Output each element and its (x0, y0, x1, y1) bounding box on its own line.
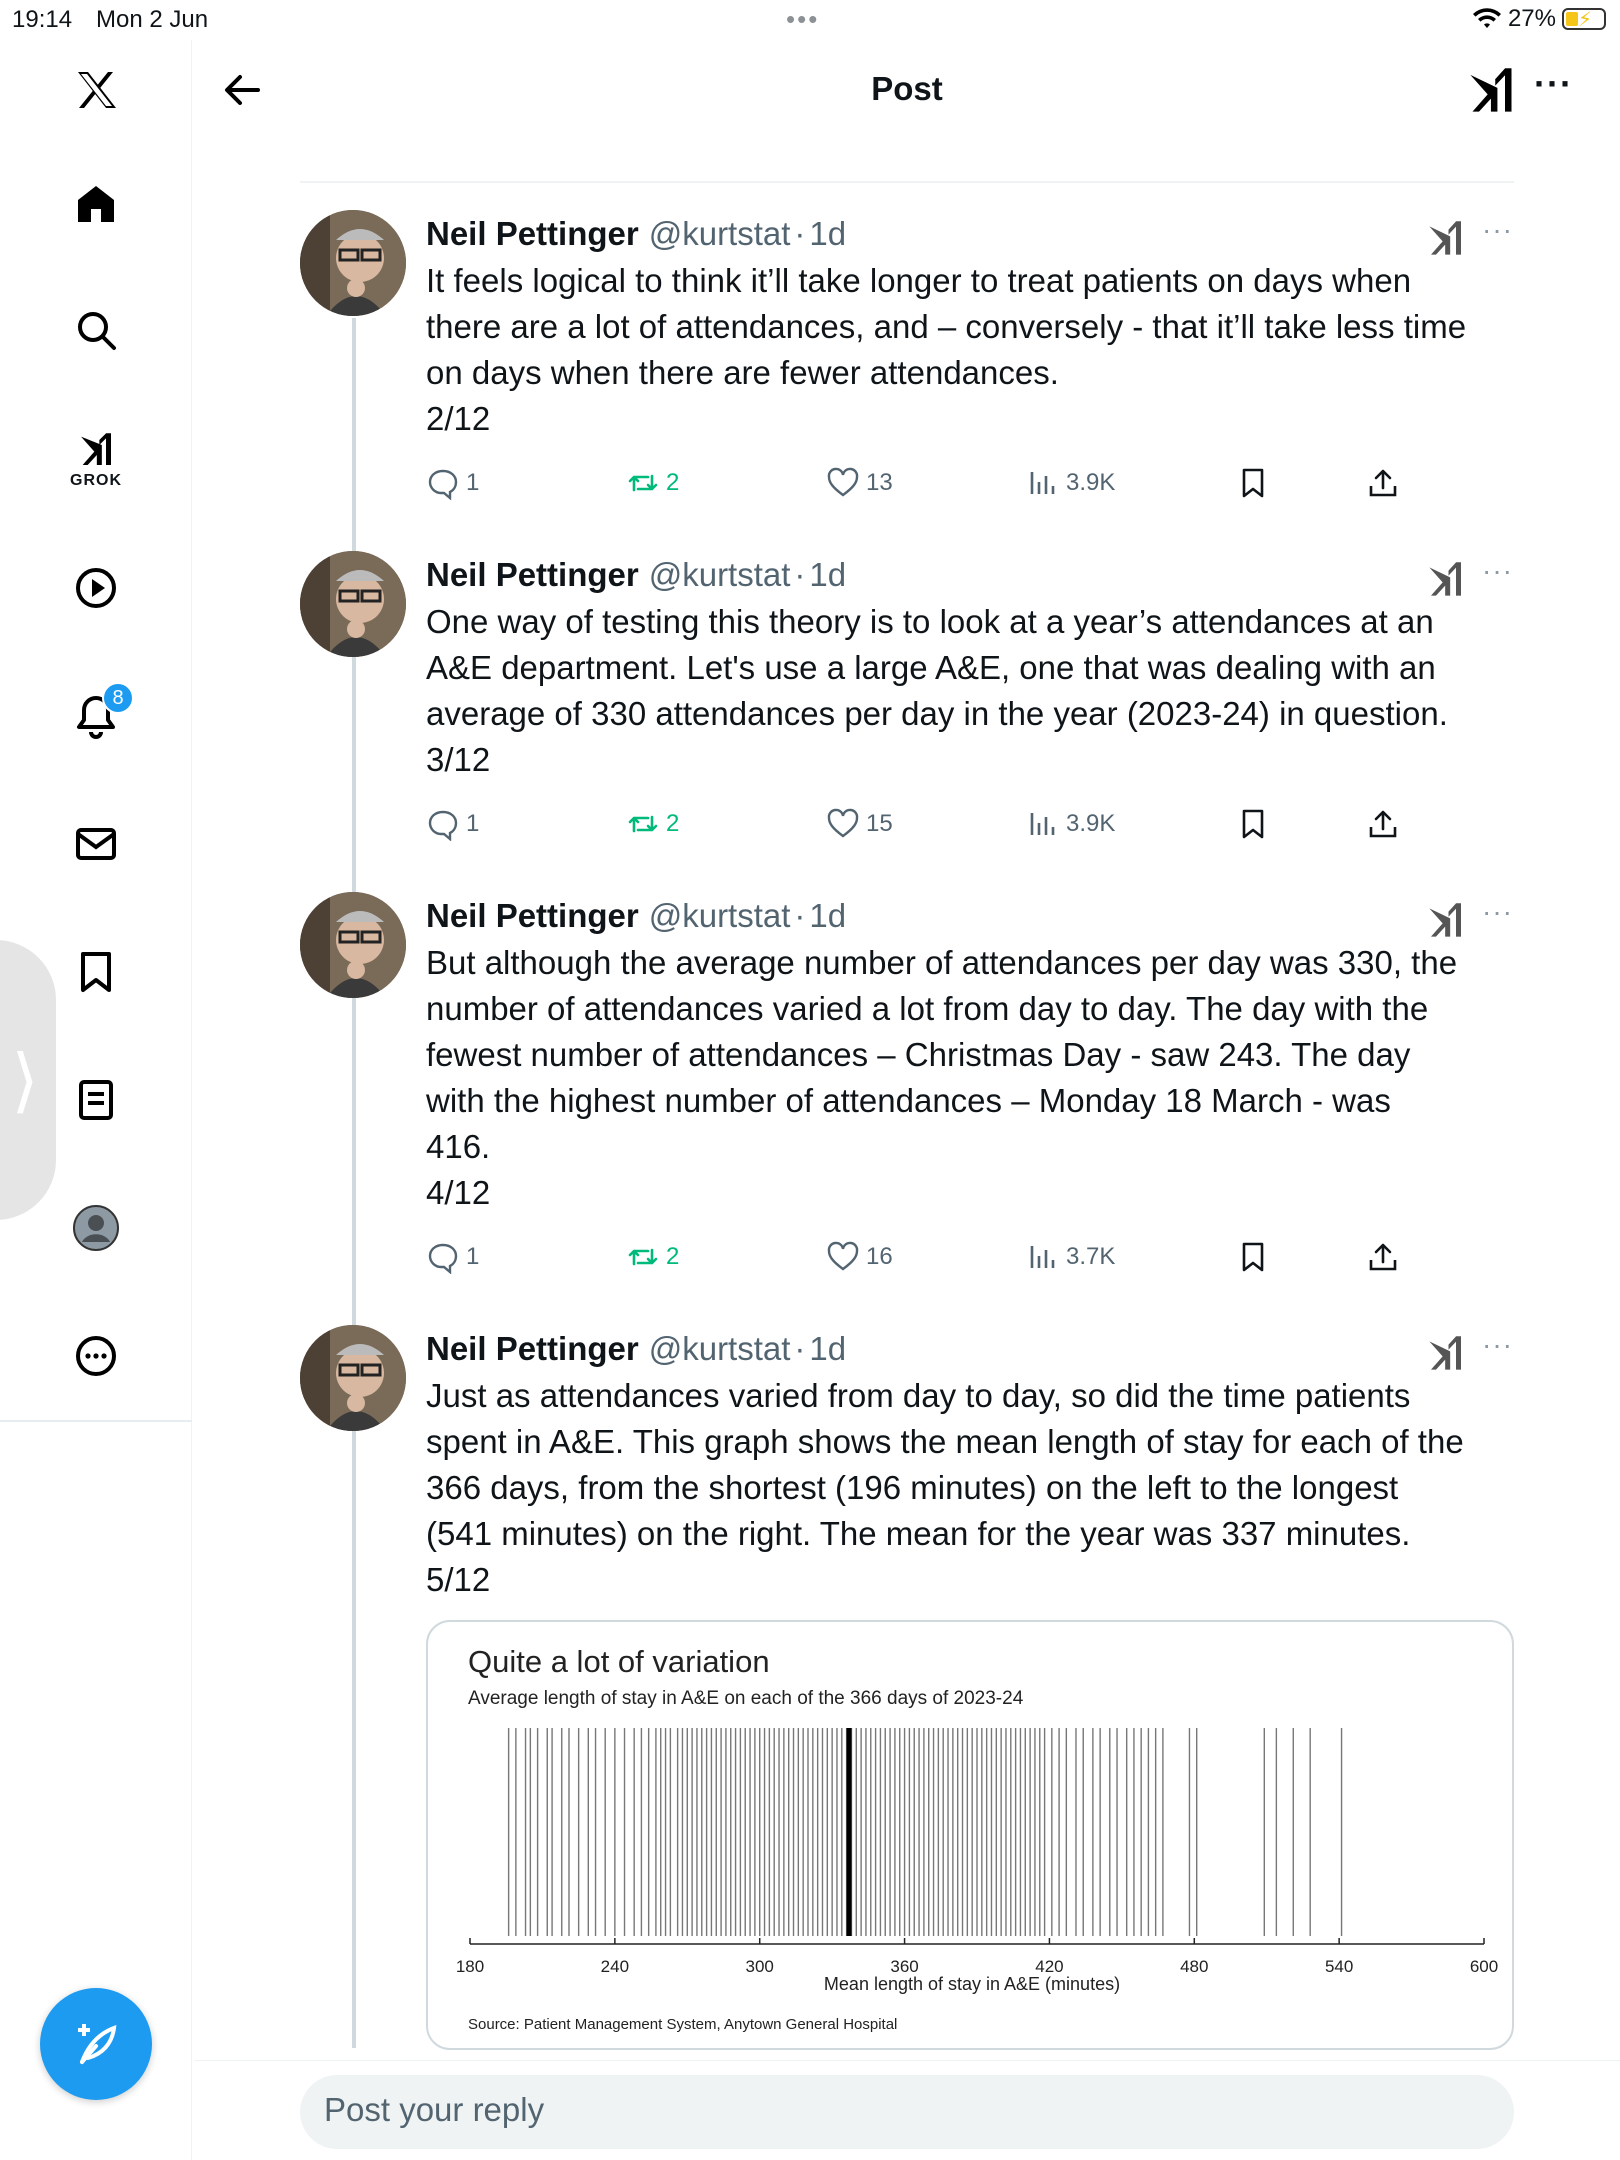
bookmarks-icon[interactable] (56, 932, 136, 1012)
post-header (194, 40, 1620, 140)
views-count: 3.7K (1066, 1243, 1116, 1270)
x-tick-label: 480 (1180, 1957, 1209, 1976)
repost-icon (626, 1240, 660, 1274)
tweet-header (426, 551, 1514, 599)
sidebar-expand-handle[interactable] (0, 940, 56, 1220)
tweet-text: Just as attendances varied from day to day, so did the time patients spent in A&E. This graph shows the mean length of stay for each of the 366 days, from the shortest (196 minutes) on the left to the longest (541 minutes) on the right. The mean for the year was 337 minutes. 5/12 (426, 1377, 1464, 1598)
more-options-icon[interactable] (56, 1316, 136, 1396)
separator: · (794, 556, 806, 593)
tweet-more-icon[interactable]: ··· (1482, 896, 1513, 927)
compose-post-button[interactable] (40, 1988, 152, 2100)
x-tick-label: 300 (745, 1957, 774, 1976)
share-icon (1366, 807, 1400, 841)
search-icon[interactable] (56, 290, 136, 370)
x-axis-label: Mean length of stay in A&E (minutes) (823, 1974, 1121, 1994)
grok-explain-icon[interactable] (1426, 900, 1466, 940)
tweet-actions (426, 1230, 1514, 1290)
page-title: Post (871, 70, 943, 107)
author-name[interactable]: Neil Pettinger (426, 1330, 639, 1367)
x-tick-label: 540 (1324, 1957, 1354, 1976)
bookmark-button[interactable] (1236, 466, 1276, 500)
home-icon[interactable] (56, 164, 136, 244)
notification-badge: 8 (102, 682, 134, 714)
x-tick-label: 600 (1469, 1957, 1499, 1976)
wifi-icon (1472, 7, 1502, 31)
tweet-timestamp[interactable]: 1d (809, 556, 847, 593)
multitasking-dots-icon[interactable]: ••• (786, 4, 820, 34)
chevron-right-icon: ⟩ (11, 1041, 39, 1119)
lists-icon[interactable] (56, 1060, 136, 1140)
author-name[interactable]: Neil Pettinger (426, 897, 639, 934)
views-chart-icon (1026, 807, 1060, 841)
author-handle[interactable]: @kurtstat (648, 897, 791, 934)
battery-icon: ⚡ (1562, 8, 1606, 30)
video-icon[interactable] (56, 548, 136, 628)
repost-button[interactable] (626, 1240, 679, 1274)
bookmark-icon (1236, 466, 1270, 500)
reply-icon (426, 807, 460, 841)
like-button[interactable] (826, 1240, 893, 1274)
tweet-header (426, 210, 1514, 258)
chart-subtitle: Average length of stay in A&E on each of the 366 days of 2023-24 (468, 1688, 1024, 1709)
repost-icon (626, 466, 660, 500)
repost-count: 2 (666, 469, 680, 496)
compose-feather-icon (68, 2016, 124, 2072)
status-date: Mon 2 Jun (96, 6, 209, 33)
reply-button[interactable] (426, 466, 479, 500)
heart-icon (826, 466, 860, 500)
views-chart-icon (1026, 466, 1060, 500)
share-button[interactable] (1366, 466, 1406, 500)
share-icon (1366, 1240, 1400, 1274)
profile-avatar-icon[interactable] (56, 1188, 136, 1268)
heart-icon (826, 807, 860, 841)
chart-source: Source: Patient Management System, Anytown General Hospital (468, 2016, 898, 2033)
separator: · (794, 215, 806, 252)
like-count: 16 (866, 1243, 893, 1270)
reply-count: 1 (466, 1243, 480, 1270)
grok-label: GROK (70, 472, 122, 489)
repost-button[interactable] (626, 466, 679, 500)
views-chart-icon (1026, 1240, 1060, 1274)
author-handle[interactable]: @kurtstat (648, 1330, 791, 1367)
battery-percent: 27% (1507, 5, 1556, 32)
like-button[interactable] (826, 466, 893, 500)
tweet-more-icon[interactable]: ··· (1482, 555, 1513, 586)
grok-explain-icon[interactable] (1426, 218, 1466, 258)
like-count: 13 (866, 469, 893, 496)
avatar[interactable] (300, 551, 406, 657)
avatar[interactable] (300, 892, 406, 998)
repost-icon (626, 807, 660, 841)
bookmark-button[interactable] (1236, 1240, 1276, 1274)
views-button[interactable] (1026, 807, 1115, 841)
author-handle[interactable]: @kurtstat (648, 215, 791, 252)
x-logo-icon[interactable] (56, 50, 136, 130)
author-name[interactable]: Neil Pettinger (426, 215, 639, 252)
bookmark-button[interactable] (1236, 807, 1276, 841)
more-icon[interactable]: ··· (1534, 63, 1573, 104)
x-tick-label: 240 (600, 1957, 630, 1976)
messages-icon[interactable] (56, 804, 136, 884)
bookmark-icon (1236, 1240, 1270, 1274)
chart-title: Quite a lot of variation (468, 1644, 770, 1679)
tweet-actions (426, 456, 1514, 516)
tweet-actions (426, 797, 1514, 857)
reply-button[interactable] (426, 1240, 479, 1274)
reply-input[interactable]: Post your reply (300, 2075, 1514, 2149)
grok-icon[interactable] (1466, 64, 1518, 116)
notifications-icon[interactable] (56, 676, 136, 756)
like-button[interactable] (826, 807, 893, 841)
grok-explain-icon[interactable] (1426, 559, 1466, 599)
tweet-timestamp[interactable]: 1d (809, 215, 847, 252)
share-icon (1366, 466, 1400, 500)
grok-explain-icon[interactable] (1426, 1333, 1466, 1373)
tweet-header (426, 1325, 1514, 1373)
share-button[interactable] (1366, 1240, 1406, 1274)
views-count: 3.9K (1066, 810, 1116, 837)
x-tick-label: 180 (455, 1957, 485, 1976)
share-button[interactable] (1366, 807, 1406, 841)
reply-icon (426, 466, 460, 500)
like-count: 15 (866, 810, 893, 837)
bookmark-icon (1236, 807, 1270, 841)
chart-card[interactable] (426, 1620, 1514, 2050)
views-button[interactable] (1026, 466, 1115, 500)
sidebar-divider (0, 1420, 192, 1422)
reply-count: 1 (466, 810, 480, 837)
avatar[interactable] (300, 1325, 406, 1431)
reply-button[interactable] (426, 807, 479, 841)
x-tick-label: 360 (890, 1957, 919, 1976)
reply-bar (194, 2060, 1620, 2160)
tweet-more-icon[interactable]: ··· (1482, 1329, 1513, 1360)
avatar[interactable] (300, 210, 406, 316)
author-name[interactable]: Neil Pettinger (426, 556, 639, 593)
sidebar (0, 40, 192, 2160)
tweet-text: But although the average number of attendances per day was 330, the number of attendances varied a lot from day to day. The day with the fewest number of attendances – Christmas Day - saw 243. The day with the highest number of attendances – Monday 18 March - was 416. 4/12 (426, 944, 1458, 1211)
tweet-timestamp[interactable]: 1d (809, 897, 847, 934)
separator: · (794, 1330, 806, 1367)
tweet-text: One way of testing this theory is to look at a year’s attendances at an A&E department. Let's use a large A&E, one that was dealing with an average of 330 attendances per day in the year (2023-24) in question. 3/12 (426, 603, 1448, 778)
heart-icon (826, 1240, 860, 1274)
divider (300, 181, 1514, 183)
reply-count: 1 (466, 469, 480, 496)
status-bar (0, 0, 1620, 40)
views-count: 3.9K (1066, 469, 1116, 496)
views-button[interactable] (1026, 1240, 1115, 1274)
author-handle[interactable]: @kurtstat (648, 556, 791, 593)
tweet-timestamp[interactable]: 1d (809, 1330, 847, 1367)
grok-icon[interactable] (56, 420, 136, 500)
separator: · (794, 897, 806, 934)
repost-button[interactable] (626, 807, 679, 841)
repost-count: 2 (666, 1243, 680, 1270)
x-tick-label: 420 (1035, 1957, 1064, 1976)
tweet-more-icon[interactable]: ··· (1482, 214, 1513, 245)
status-time: 19:14 (12, 6, 73, 33)
repost-count: 2 (666, 810, 680, 837)
tweet-text: It feels logical to think it’ll take longer to treat patients on days when there are a lot of attendances, and – conversely - that it’ll take less time on days when there are fewer attendances. 2/12 (426, 262, 1467, 437)
reply-icon (426, 1240, 460, 1274)
tweet-header (426, 892, 1514, 940)
